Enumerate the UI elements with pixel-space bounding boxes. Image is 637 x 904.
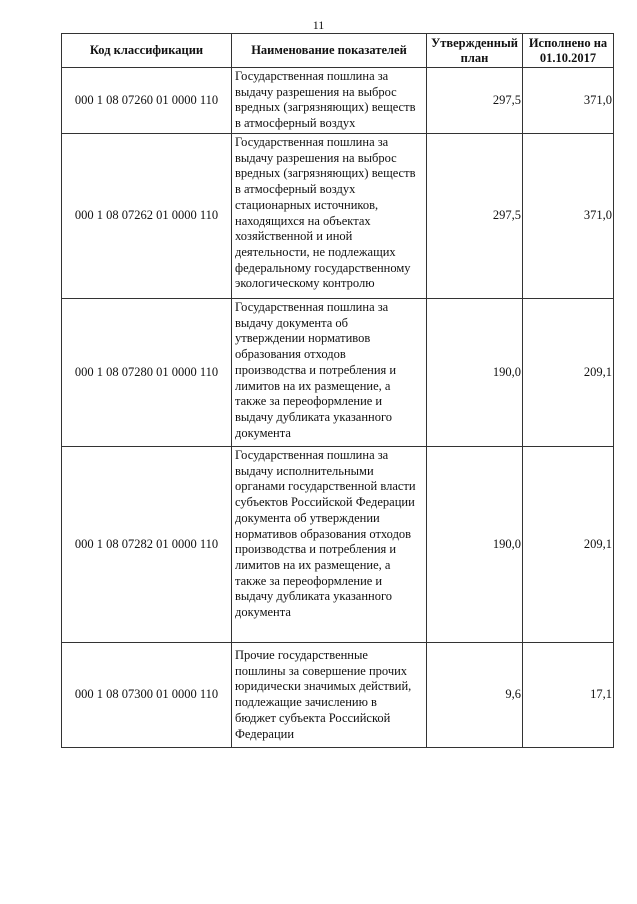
name-line: выдачу дубликата указанного [235,589,393,604]
row-code: 000 1 08 07280 01 0000 110 [62,299,232,447]
row-name [232,68,427,134]
table-row [62,447,614,643]
name-line: документа [235,605,291,620]
name-line: Государственная пошлина за [235,300,389,314]
name-line: в атмосферный воздух [235,116,356,131]
name-line: также за переоформление и [235,394,383,409]
header-done [523,34,614,68]
row-plan: 297,5 [427,68,523,134]
name-line: вредных (загрязняющих) веществ [235,166,416,181]
name-line: стационарных источников, [235,197,379,212]
row-done: 209,1 [523,447,614,643]
table-row [62,68,614,134]
name-line: бюджет субъекта Российской [235,710,391,725]
revenue-table [61,33,614,748]
table-row [62,299,614,447]
header-name: Наименование показателей [232,34,427,68]
row-plan: 297,5 [427,134,523,299]
row-name [232,643,427,748]
name-line: Государственная пошлина за [235,448,389,462]
header-plan-line: Утвержденный [431,35,518,50]
row-code: 000 1 08 07300 01 0000 110 [62,643,232,748]
name-line: выдачу дубликата указанного [235,409,393,424]
header-done-line: 01.10.2017 [539,50,597,65]
name-line: нормативов образования отходов [235,526,412,541]
name-line: выдачу документа об [235,315,349,330]
name-line: производства и потребления и [235,362,397,377]
row-done: 371,0 [523,68,614,134]
header-code: Код классификации [62,34,232,68]
row-code: 000 1 08 07262 01 0000 110 [62,134,232,299]
name-line: вредных (загрязняющих) веществ [235,100,416,115]
row-done: 209,1 [523,299,614,447]
name-line: Прочие государственные [235,648,368,662]
header-done-line: Исполнено на [528,35,608,50]
name-line: федеральному государственному [235,260,411,275]
page-number: 11 [312,18,325,32]
name-line: документа [235,425,291,440]
name-line: лимитов на их размещение, а [235,378,391,393]
name-line: также за переоформление и [235,573,383,588]
name-line: пошлины за совершение прочих [235,663,408,678]
row-plan: 190,0 [427,447,523,643]
name-line: в атмосферный воздух [235,182,356,197]
header-plan [427,34,523,68]
name-line: юридически значимых действий, [235,679,412,694]
row-done: 17,1 [523,643,614,748]
name-line: субъектов Российской Федерации [235,495,415,510]
name-line: подлежащие зачислению в [235,695,377,710]
row-plan: 190,0 [427,299,523,447]
name-line: органами государственной власти [235,479,416,494]
row-name [232,447,427,643]
name-line: документа об утверждении [235,510,380,525]
row-name [232,134,427,299]
table-header-row [62,34,614,68]
row-done: 371,0 [523,134,614,299]
name-line: Государственная пошлина за [235,135,389,149]
name-line: хозяйственной и иной [235,229,353,244]
name-line: образования отходов [235,347,346,362]
row-plan: 9,6 [427,643,523,748]
table-row [62,643,614,748]
name-line: находящихся на объектах [235,213,371,228]
name-line: выдачу разрешения на выброс [235,84,397,99]
name-line: Федерации [235,726,295,741]
row-code: 000 1 08 07282 01 0000 110 [62,447,232,643]
name-line: экологическому контролю [235,276,375,291]
name-line: утверждении нормативов [235,331,371,346]
name-line: лимитов на их размещение, а [235,557,391,572]
name-line: деятельности, не подлежащих [235,244,396,259]
name-line: Государственная пошлина за [235,69,389,83]
name-line: выдачу разрешения на выброс [235,150,397,165]
header-plan-line: план [460,50,489,65]
name-line: выдачу исполнительными [235,463,374,478]
name-line: производства и потребления и [235,542,397,557]
row-code: 000 1 08 07260 01 0000 110 [62,68,232,134]
table-row [62,134,614,299]
row-name [232,299,427,447]
